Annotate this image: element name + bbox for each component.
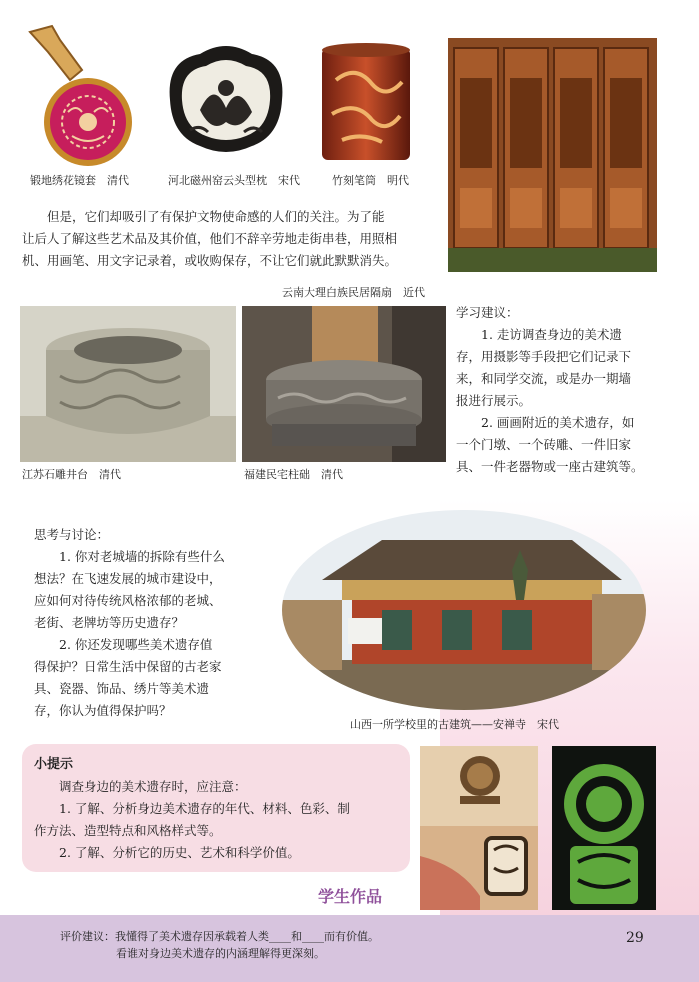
discussion-line: 得保护？日常生活中保留的古老家 [34,659,222,674]
study-line: 2. 画画附近的美术遗存，如 [456,415,635,430]
discussion-line: 应如何对待传统风格浓郁的老城、 [34,593,222,608]
study-line: 存，用摄影等手段把它们记录下 [456,349,632,364]
tips-line: 2. 了解、分析它的历史、艺术和科学价值。 [34,845,300,860]
caption-mirror: 锻地绣花镜套 清代 [30,174,129,187]
intro-line: 机、用画笔、用文字记录着，或收购保存，不让它们就此默默消失。 [22,253,398,268]
caption-brush-pot: 竹刻笔筒 明代 [332,174,409,187]
footer-band [0,915,699,982]
study-line: 1. 走访调查身边的美术遗 [456,327,622,342]
student-work-green-print-image [552,746,656,910]
caption-well-platform: 江苏石雕井台 清代 [22,468,121,481]
evaluation-line-1: 评价建议：我懂得了美术遗存因承载着人类____和____而有价值。 [60,930,379,943]
stone-well-platform-image [20,306,236,462]
anchan-temple-image [282,510,646,710]
student-work-carving-image [420,746,538,910]
discussion-heading: 思考与讨论： [34,527,110,542]
embroidered-mirror-cover-image [22,20,142,170]
bai-partition-door-image [448,38,657,272]
study-line: 一个门墩、一个砖雕、一件旧家 [456,437,632,452]
cizhou-pillow-image [160,40,292,160]
page-number: 29 [626,930,644,946]
tips-line: 调查身边的美术遗存时，应注意： [34,779,247,794]
intro-line: 让后人了解这些艺术品及其价值，他们不辞辛劳地走街串巷，用照相 [22,231,398,246]
discussion-line: 具、瓷器、饰品、绣片等美术遗 [34,681,210,696]
discussion-line: 存，你认为值得保护吗？ [34,703,172,718]
intro-line: 但是，它们却吸引了有保护文物使命感的人们的关注。为了能 [22,209,385,224]
discussion-line: 2. 你还发现哪些美术遗存值 [34,637,213,652]
study-line: 具、一件老器物或一座古建筑等。 [456,459,644,474]
caption-temple: 山西一所学校里的古建筑——安禅寺 宋代 [350,718,559,731]
discussion-section [34,524,264,722]
study-line: 来，和同学交流，或是办一期墙 [456,371,632,386]
study-suggestions [456,302,692,478]
student-works-label: 学生作品 [318,887,383,906]
study-line: 报进行展示。 [456,393,532,408]
tips-content [34,754,406,864]
bamboo-brush-pot-image [316,40,416,166]
caption-pillar-base: 福建民宅柱础 清代 [244,468,343,481]
study-heading: 学习建议： [456,305,519,320]
tips-line: 作方法、造型特点和风格样式等。 [34,823,222,838]
intro-paragraph [22,206,442,272]
discussion-line: 1. 你对老城墙的拆除有些什么 [34,549,225,564]
tips-title: 小提示 [34,757,74,772]
evaluation-line-2: 看谁对身边美术遗存的内涵理解得更深刻。 [116,947,325,960]
discussion-line: 想法？在飞速发展的城市建设中， [34,571,222,586]
tips-line: 1. 了解、分析身边美术遗存的年代、材料、色彩、制 [34,801,350,816]
pillar-base-image [242,306,446,462]
caption-partition: 云南大理白族民居隔扇 近代 [282,286,425,299]
caption-pillow: 河北磁州窑云头型枕 宋代 [168,174,300,187]
discussion-line: 老街、老牌坊等历史遗存？ [34,615,185,630]
